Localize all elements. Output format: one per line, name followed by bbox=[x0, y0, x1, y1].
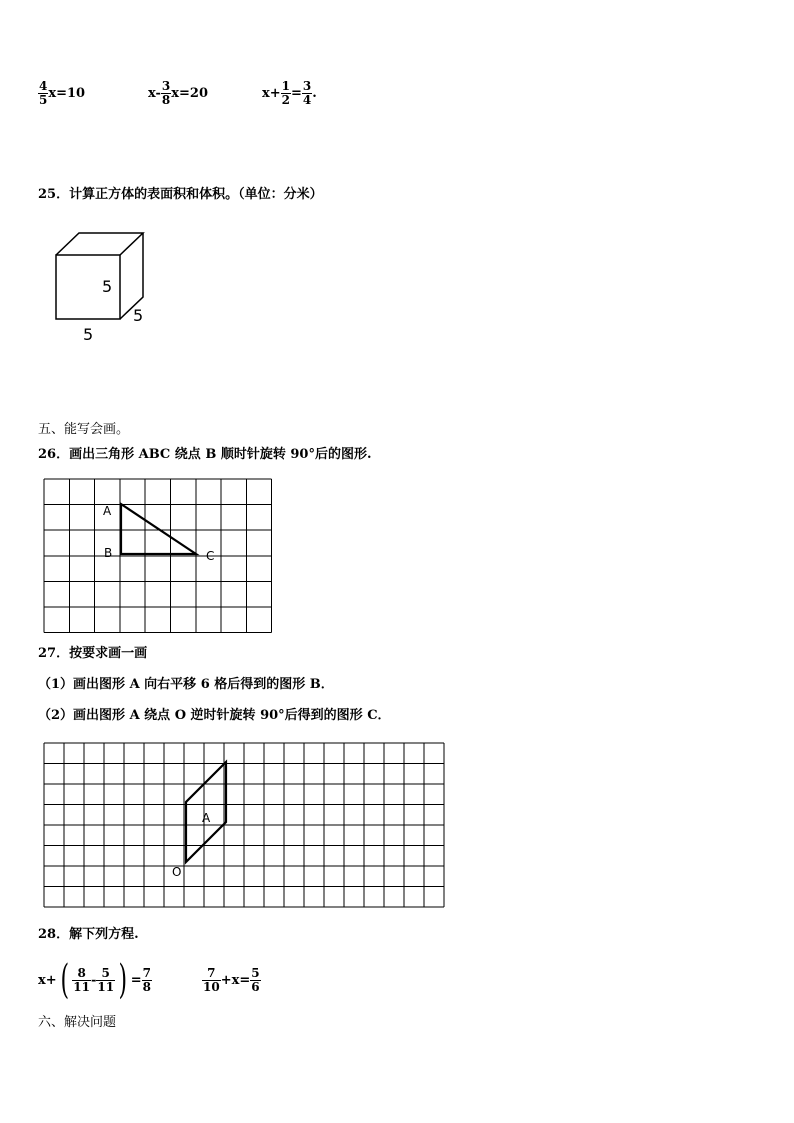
question-25: 25．计算正方体的表面积和体积。（单位：分米） bbox=[38, 187, 323, 202]
question-27-part-2: （2）画出图形 A 绕点 O 逆时针旋转 90°后得到的图形 C． bbox=[38, 708, 391, 723]
grid-q27 bbox=[43, 742, 447, 910]
question-26: 26．画出三角形 ABC 绕点 B 顺时针旋转 90°后的图形. bbox=[38, 447, 372, 462]
fraction: $\frac{3}{8}$ bbox=[161, 79, 171, 107]
question-27-part-1: （1）画出图形 A 向右平移 6 格后得到的图形 B． bbox=[38, 677, 334, 692]
question-28: 28．解下列方程. bbox=[38, 927, 139, 942]
fraction: $\frac{1}{2}$ bbox=[281, 79, 291, 107]
fraction: $\frac{7}{8}$ bbox=[142, 965, 151, 994]
cube-figure bbox=[50, 228, 160, 348]
point-c-label: C bbox=[206, 549, 215, 563]
right-paren: ) bbox=[118, 957, 128, 1003]
question-27: 27．按要求画一画 bbox=[38, 646, 148, 661]
fraction: $\frac{3}{4}$ bbox=[302, 79, 312, 107]
shape-a-label: A bbox=[202, 811, 211, 825]
cube-label-width: 5 bbox=[83, 325, 94, 344]
equation-28-1: x+ ( $\frac{8}{11}$ - $\frac{5}{11}$ ) = $\frac{7}{8}$ bbox=[38, 957, 151, 1003]
point-b-label: B bbox=[104, 546, 113, 560]
section-six-title: 六、解决问题 bbox=[38, 1015, 117, 1030]
cube-label-depth: 5 bbox=[133, 306, 144, 325]
equation-2: x- $\frac{3}{8}$ x=20 bbox=[148, 79, 209, 107]
fraction: $\frac{5}{11}$ bbox=[97, 965, 115, 994]
left-paren: ( bbox=[60, 957, 69, 1003]
fraction: $\frac{7}{10}$ bbox=[203, 965, 220, 994]
equation-28-2: $\frac{7}{10}$ +x= $\frac{5}{6}$ bbox=[203, 965, 260, 994]
triangle-abc bbox=[121, 504, 196, 554]
point-o-label: O bbox=[172, 865, 182, 879]
grid-q26 bbox=[43, 478, 275, 636]
fraction: $\frac{4}{5}$ bbox=[39, 79, 48, 107]
equation-3: x+ $\frac{1}{2}$ = $\frac{3}{4}$ . bbox=[262, 79, 317, 107]
point-a-label: A bbox=[103, 504, 112, 518]
equation-1: $\frac{4}{5}$ x=10 bbox=[39, 79, 86, 107]
fraction: $\frac{5}{6}$ bbox=[251, 965, 260, 994]
fraction: $\frac{8}{11}$ bbox=[73, 965, 90, 994]
section-five-title: 五、能写会画。 bbox=[38, 422, 130, 437]
cube-top-face bbox=[56, 233, 143, 255]
cube-label-height: 5 bbox=[102, 277, 113, 296]
